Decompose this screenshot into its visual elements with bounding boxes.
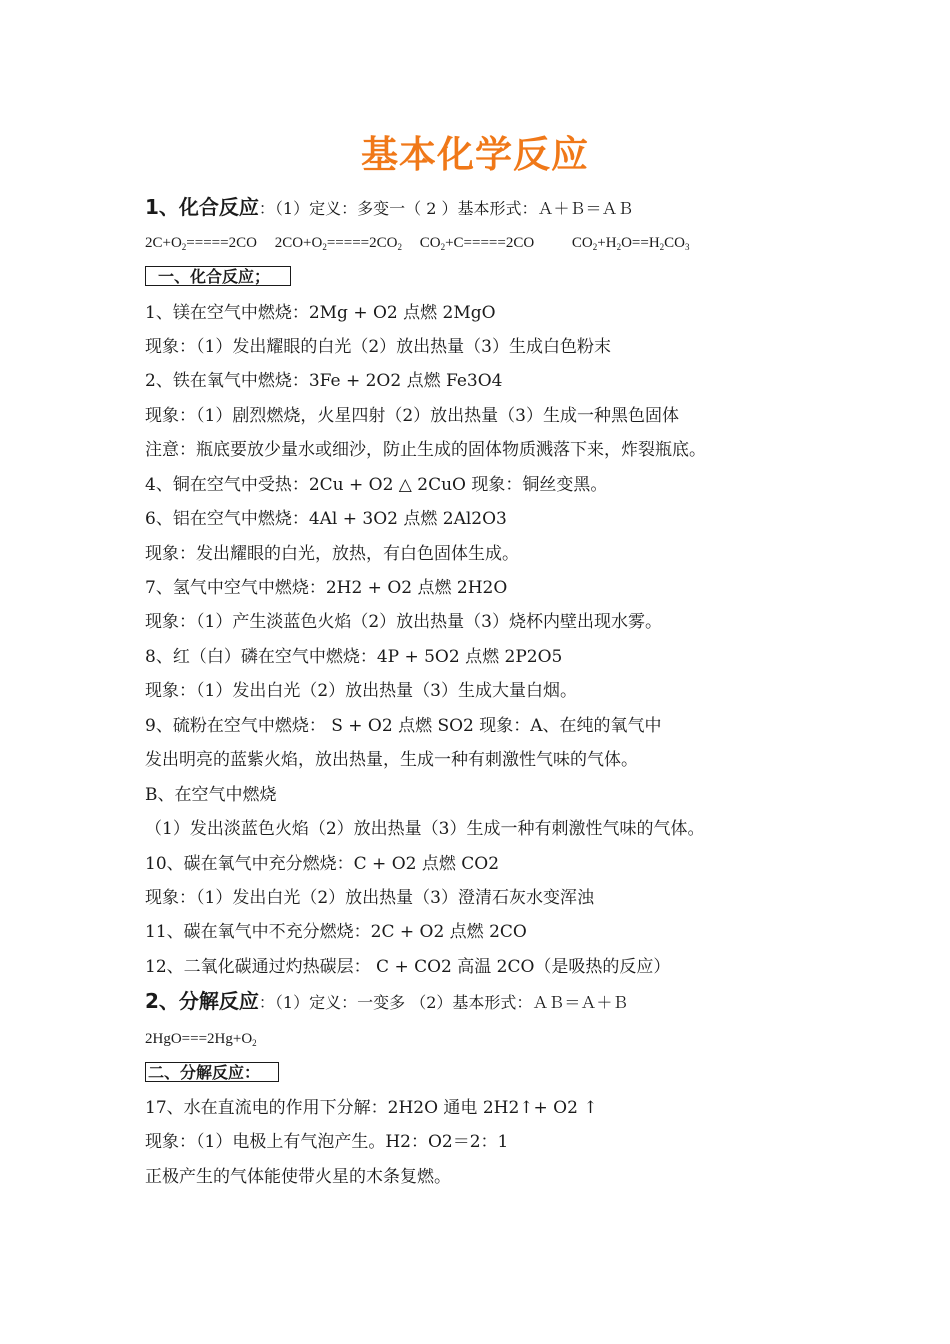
text-line: 11、碳在氧气中不充分燃烧：2C + O2 点燃 2CO xyxy=(145,922,527,942)
text-line: 7、氢气中空气中燃烧：2H2 + O2 点燃 2H2O xyxy=(145,578,508,598)
equation-4: $CO_2+H_2O==H_2CO_3$ xyxy=(571,235,690,252)
text-line: 9、硫粉在空气中燃烧： S + O2 点燃 SO2 现象：A、在纯的氧气中 xyxy=(145,716,662,736)
text-line: 正极产生的气体能使带火星的木条复燃。 xyxy=(145,1167,451,1187)
section2-header xyxy=(145,990,935,1014)
text-line: 现象：（1）发出白光（2）放出热量（3）生成大量白烟。 xyxy=(145,681,577,701)
section1-box-label: 一、化合反应； xyxy=(145,266,291,286)
text-line: （1）发出淡蓝色火焰（2）放出热量（3）生成一种有刺激性气味的气体。 xyxy=(145,819,705,839)
text-line: 1、镁在空气中燃烧：2Mg + O2 点燃 2MgO xyxy=(145,303,496,323)
text-line: 4、铜在空气中受热：2Cu + O2 △ 2CuO 现象：铜丝变黑。 xyxy=(145,475,608,495)
text-line: 现象：（1）发出白光（2）放出热量（3）澄清石灰水变浑浊 xyxy=(145,888,594,908)
text-line: 17、水在直流电的作用下分解：2H2O 通电 2H2↑+ O2 ↑ xyxy=(145,1098,598,1118)
page-title: 基本化学反应 xyxy=(361,133,589,176)
section2-box-label: 二、分解反应： xyxy=(145,1062,279,1082)
section2-heading: 2、分解反应 xyxy=(145,989,259,1013)
text-line: 2、铁在氧气中燃烧：3Fe + 2O2 点燃 Fe3O4 xyxy=(145,371,503,391)
text-line: 6、铝在空气中燃烧：4Al + 3O2 点燃 2Al2O3 xyxy=(145,509,507,529)
text-line: 8、红（白）磷在空气中燃烧：4P + 5O2 点燃 2P2O5 xyxy=(145,647,563,667)
section2-equation: $2HgO===2Hg+O_2$ xyxy=(145,1031,257,1048)
equation-2: $2CO+O_2=====2CO_2$ xyxy=(274,235,402,252)
equation-1: $2C+O_2=====2CO$ xyxy=(145,235,257,252)
section1-heading: 1、化合反应 xyxy=(145,195,259,219)
text-line: 现象：（1）产生淡蓝色火焰（2）放出热量（3）烧杯内壁出现水雾。 xyxy=(145,612,662,632)
section1-header xyxy=(145,196,935,220)
section2-definition: ：（1）定义：一变多 （2）基本形式：ＡＢ＝Ａ＋Ｂ xyxy=(258,993,629,1012)
section1-equations xyxy=(145,232,935,258)
text-line: 10、碳在氧气中充分燃烧：C + O2 点燃 CO2 xyxy=(145,854,500,874)
text-line: 现象：（1）剧烈燃烧，火星四射（2）放出热量（3）生成一种黑色固体 xyxy=(145,406,679,426)
section1-definition: ：（1）定义：多变一（ 2 ）基本形式：Ａ＋Ｂ＝ＡＢ xyxy=(258,199,634,218)
text-line: 发出明亮的蓝紫火焰，放出热量，生成一种有刺激性气味的气体。 xyxy=(145,750,638,770)
text-line: 注意：瓶底要放少量水或细沙，防止生成的固体物质溅落下来，炸裂瓶底。 xyxy=(145,440,706,460)
equation-3: $CO_2+C=====2CO$ xyxy=(419,235,535,252)
text-line: 现象：发出耀眼的白光，放热，有白色固体生成。 xyxy=(145,544,519,564)
text-line: 12、二氧化碳通过灼热碳层： C + CO2 高温 2CO（是吸热的反应） xyxy=(145,957,671,977)
text-line: 现象：（1）电极上有气泡产生。H2：O2＝2：1 xyxy=(145,1132,509,1152)
text-line: 现象：（1）发出耀眼的白光（2）放出热量（3）生成白色粉末 xyxy=(145,337,611,357)
text-line: B、在空气中燃烧 xyxy=(145,785,277,805)
